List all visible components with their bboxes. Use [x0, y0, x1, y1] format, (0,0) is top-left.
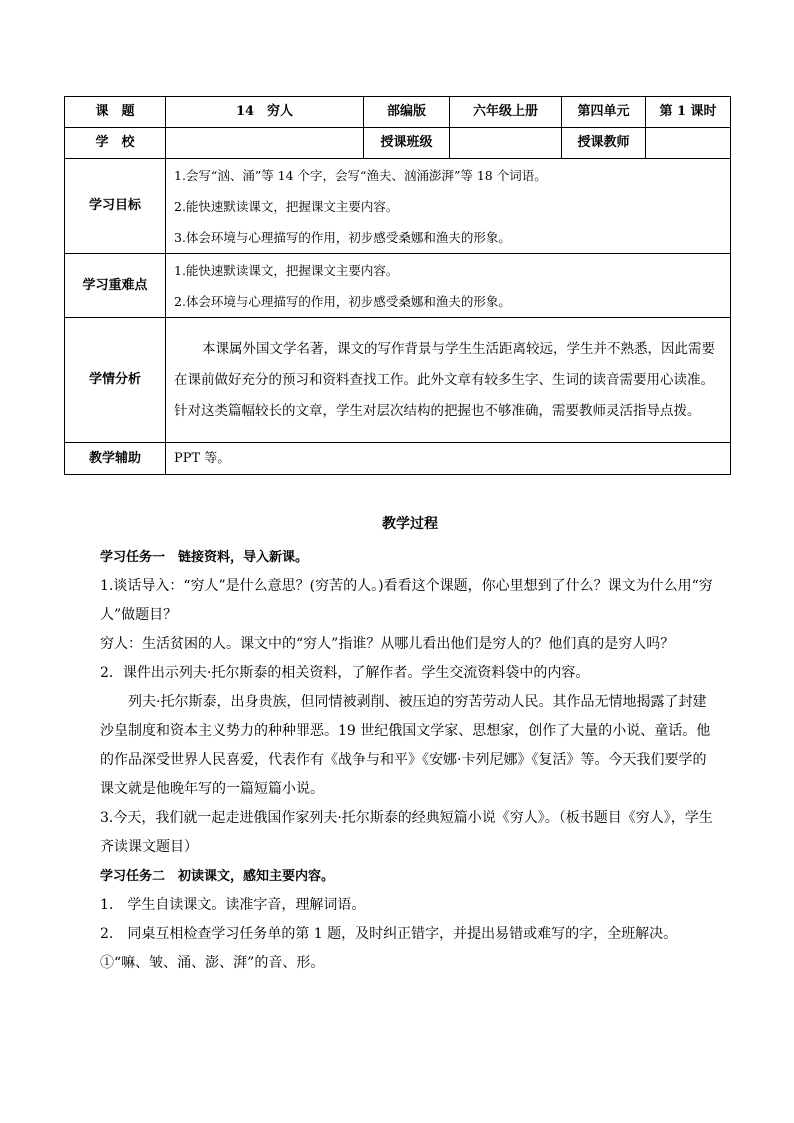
- class-value: [450, 128, 562, 159]
- goal-item: 1.会写“汹、涌”等 14 个字，会写“渔夫、汹涌澎湃”等 18 个词语。: [174, 167, 547, 183]
- paragraph: 3.今天，我们就一起走进俄国作家列夫·托尔斯泰的经典短篇小说《穷人》。（板书题目《穷人》，学生齐读课文题目）: [100, 810, 713, 855]
- period: 第 1 课时: [646, 97, 731, 128]
- list-item: 1. 学生自读课文。读准字音，理解词语。: [100, 897, 366, 913]
- label-aids: 教学辅助: [65, 443, 166, 475]
- teacher-value: [646, 128, 731, 159]
- school-row: [65, 128, 731, 159]
- label-class: 授课班级: [364, 128, 450, 159]
- task2-title: 学习任务二 初读课文，感知主要内容。: [100, 869, 335, 884]
- edition: 部编版: [364, 97, 450, 128]
- teaching-process: [100, 510, 720, 978]
- analysis-text: 本课属外国文学名著，课文的写作背景与学生生活距离较远，学生并不熟悉，因此需要在课前做好充分的预习和资料查找工作。此外文章有较多生字、生词的读音需要用心读准。针对这类篇幅较长的文章，学生对层次结构的把握也不够准确，需要教师灵活指导点拨。: [174, 340, 715, 419]
- keypoint-item: 2.体会环境与心理描写的作用，初步感受桑娜和渔夫的形象。: [174, 293, 511, 309]
- list-item: 2. 同桌互相检查学习任务单的第 1 题，及时纠正错字，并提出易错或难写的字，全班解决。: [100, 926, 678, 942]
- lesson-title: 14 穷人: [166, 97, 364, 128]
- label-teacher: 授课教师: [562, 128, 646, 159]
- analysis-content: [166, 318, 731, 443]
- keypoints-row: [65, 254, 731, 318]
- process-title: 教学过程: [382, 516, 438, 532]
- label-topic: 课 题: [65, 97, 166, 128]
- goals-row: [65, 159, 731, 254]
- grade: 六年级上册: [450, 97, 562, 128]
- goal-item: 2.能快速默读课文，把握课文主要内容。: [174, 198, 399, 214]
- unit: 第四单元: [562, 97, 646, 128]
- task1-title: 学习任务一 链接资料，导入新课。: [100, 550, 309, 565]
- label-school: 学 校: [65, 128, 166, 159]
- goal-item: 3.体会环境与心理描写的作用，初步感受桑娜和渔夫的形象。: [174, 229, 511, 245]
- school-value: [166, 128, 364, 159]
- paragraph: 2．课件出示列夫·托尔斯泰的相关资料，了解作者。学生交流资料袋中的内容。: [100, 665, 590, 681]
- list-item: ①“嘛、皱、涌、澎、湃”的音、形。: [100, 955, 325, 971]
- paragraph: 1.谈话导入：“穷人”是什么意思？(穷苦的人。)看看这个课题，你心里想到了什么？课文为什么用“穷人”做题目？: [100, 578, 713, 623]
- aids-row: [65, 443, 731, 475]
- analysis-row: [65, 318, 731, 443]
- paragraph: 列夫·托尔斯泰，出身贵族，但同情被剥削、被压迫的穷苦劳动人民。其作品无情地揭露了封建沙皇制度和资本主义势力的种种罪恶。19 世纪俄国文学家、思想家，创作了大量的小说、童话。他的作品深受世界人民喜爱，代表作有《战争与和平》《安娜·卡列尼娜》《复活》等。今天我们要学的课文就是他晚年写的一篇短篇小说。: [100, 694, 711, 797]
- lesson-info-table: [64, 96, 731, 475]
- label-goals: 学习目标: [65, 159, 166, 254]
- aids-text: PPT 等。: [166, 443, 731, 475]
- paragraph: 穷人：生活贫困的人。课文中的“穷人”指谁？从哪儿看出他们是穷人的？他们真的是穷人吗？: [100, 636, 675, 652]
- goals-content: [166, 159, 731, 254]
- header-row: [65, 97, 731, 128]
- keypoint-item: 1.能快速默读课文，把握课文主要内容。: [174, 262, 399, 278]
- label-keypoints: 学习重难点: [65, 254, 166, 318]
- keypoints-content: [166, 254, 731, 318]
- label-analysis: 学情分析: [65, 318, 166, 443]
